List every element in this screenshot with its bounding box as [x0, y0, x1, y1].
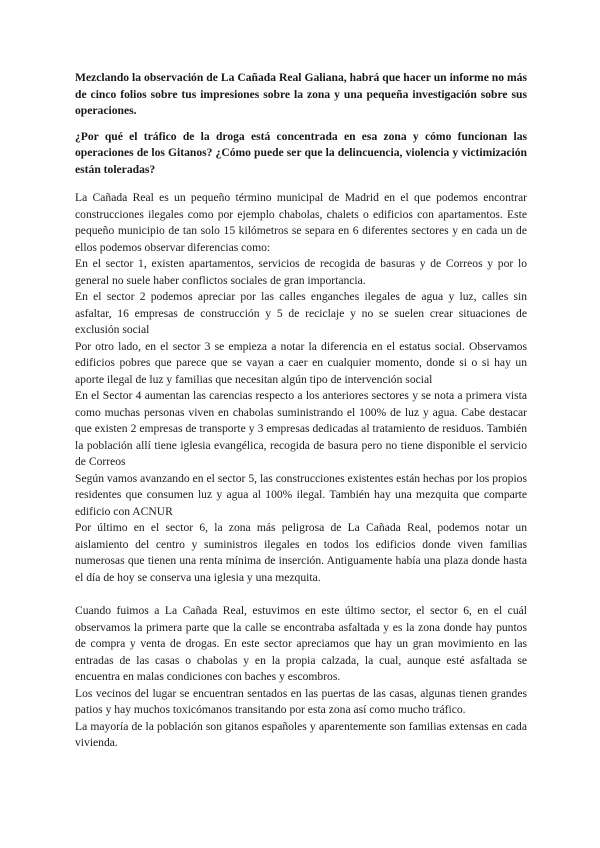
paragraph-sector-4: En el Sector 4 aumentan las carencias respecto a los anteriores sectores y se nota a primera vista como muchas personas viven en chabolas suministrando el 100% de luz y agua. Cabe destacar que existen 2 empresas de transporte y 3 empresas dedicadas al tratamiento de residuos. También la población allí tiene iglesia evangélica, recogida de basura pero no tiene disponible el servicio de Correos	[75, 389, 527, 468]
document-body	[75, 70, 527, 752]
paragraph-intro: La Cañada Real es un pequeño término municipal de Madrid en el que podemos encontrar construcciones ilegales como por ejemplo chabolas, chalets o edificios con apartamentos. Este pequeño municipio de tan solo 15 kilómetros se separa en 6 diferentes sectores y en cada un de ellos podemos observar diferencias como:	[75, 191, 527, 254]
paragraph-visit: Cuando fuimos a La Cañada Real, estuvimos en este último sector, el sector 6, en el cuál observamos la primera parte que la calle se encontraba asfaltada y es la zona donde hay puntos de compra y venta de drogas. En este sector apreciamos que hay un gran movimiento en las entradas de las casas o chabolas y en la propia calzada, la cual, aunque esté asfaltada se encuentra en malas condiciones con baches y escombros.	[75, 604, 527, 683]
research-question-heading: ¿Por qué el tráfico de la droga está concentrada en esa zona y cómo funcionan las operaciones de los Gitanos? ¿Cómo puede ser que la delincuencia, violencia y victimización están toleradas?	[75, 129, 527, 176]
assignment-heading: Mezclando la observación de La Cañada Real Galiana, habrá que hacer un informe no más de cinco folios sobre tus impresiones sobre la zona y una pequeña investigación sobre sus operaciones.	[75, 71, 527, 117]
paragraph-sector-1: En el sector 1, existen apartamentos, servicios de recogida de basuras y de Correos y por lo general no suele haber conflictos sociales de gran importancia.	[75, 257, 527, 287]
paragraph-sector-3: Por otro lado, en el sector 3 se empieza a notar la diferencia en el estatus social. Observamos edificios pobres que parece que se vayan a caer en cualquier momento, donde si o si hay un aporte ilegal de luz y familias que necesitan algún tipo de intervención social	[75, 339, 527, 386]
paragraph-sector-6: Por último en el sector 6, la zona más peligrosa de La Cañada Real, podemos notar un aislamiento del centro y suministros ilegales en todos los edificios donde viven familias numerosas que tienen una renta mínima de inserción. Antiguamente había una plaza donde hasta el día de hoy se conserva una iglesia y una mezquita.	[75, 521, 527, 584]
paragraph-sector-5: Según vamos avanzando en el sector 5, las construcciones existentes están hechas por los propios residentes que consumen luz y agua al 100% ilegal. También hay una mezquita que comparte edificio con ACNUR	[75, 471, 527, 518]
paragraph-population: La mayoría de la población son gitanos españoles y aparentemente son familias extensas en cada vivienda.	[75, 719, 527, 749]
paragraph-neighbours: Los vecinos del lugar se encuentran sentados en las puertas de las casas, algunas tienen grandes patios y hay muchos toxicómanos transitando por esta zona así como mucho tráfico.	[75, 686, 527, 716]
paragraph-spacer	[75, 586, 527, 603]
paragraph-sector-2: En el sector 2 podemos apreciar por las calles enganches ilegales de agua y luz, calles sin asfaltar, 16 empresas de construcción y 5 de reciclaje y no se suelen crear situaciones de exclusión social	[75, 290, 527, 336]
